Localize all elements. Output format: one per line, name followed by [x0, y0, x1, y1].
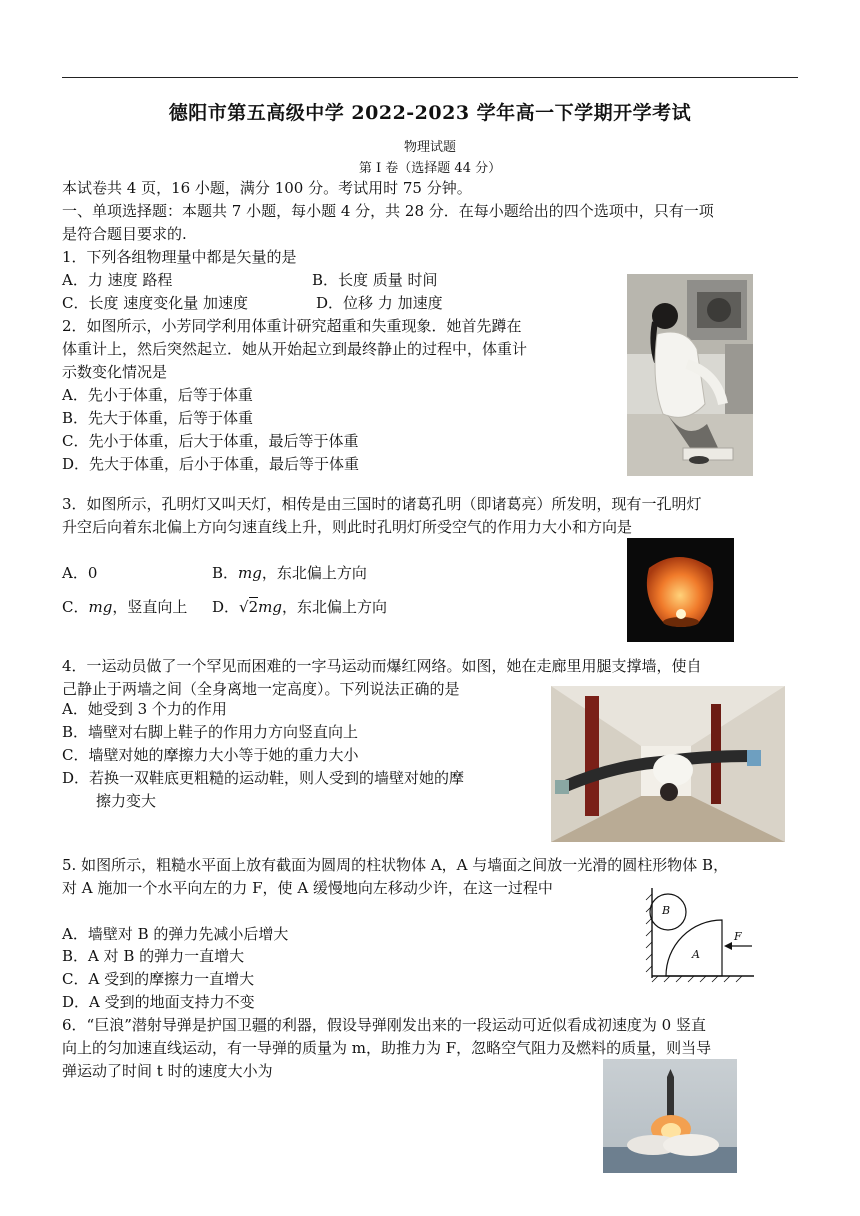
q3-stem-line1: 3．如图所示，孔明灯又叫天灯，相传是由三国时的诸葛孔明（即诸葛亮）所发明，现有一孔明灯: [62, 495, 702, 513]
exam-title: 德阳市第五高级中学 2022-2023 学年高一下学期开学考试: [168, 102, 692, 124]
q3-option-b: B．mg，东北偏上方向: [212, 564, 367, 582]
q4-option-d-line1: D．若换一双鞋底更粗糙的运动鞋，则人受到的墙壁对她的摩: [62, 769, 465, 787]
q5-label-b: B: [662, 904, 671, 917]
q2-option-d: D．先大于体重，后小于体重，最后等于体重: [62, 455, 360, 473]
q2-option-a: A．先小于体重，后等于体重: [62, 386, 253, 404]
q5-cylinder-diagram: [642, 884, 760, 984]
q2-stem-line2: 体重计上，然后突然起立．她从开始起立到最终静止的过程中，体重计: [62, 340, 528, 358]
q6-stem-line1: 6．“巨浪”潜射导弹是护国卫疆的利器，假设导弹刚发出来的一段运动可近似看成初速度为 0 竖直: [62, 1016, 706, 1034]
q3-stem-line2: 升空后向着东北偏上方向匀速直线上升，则此时孔明灯所受空气的作用力大小和方向是: [62, 518, 633, 536]
q4-stem-line2: 己静止于两墙之间（全身离地一定高度）。下列说法正确的是: [62, 680, 460, 698]
q5-stem-line1: 5. 如图所示，粗糙水平面上放有截面为圆周的柱状物体 A，A 与墙面之间放一光滑的圆柱形物体 B，: [62, 856, 729, 874]
q5-option-a: A．墙壁对 B 的弹力先减小后增大: [62, 925, 289, 943]
q4-option-d-line2: 擦力变大: [96, 792, 157, 810]
q6-stem-line2: 向上的匀加速直线运动，有一导弹的质量为 m，助推力为 F，忽略空气阻力及燃料的质量，则当导: [62, 1039, 712, 1057]
q1-stem: 1．下列各组物理量中都是矢量的是: [62, 248, 297, 266]
part1-heading-line1: 一、单项选择题：本题共 7 小题，每小题 4 分，共 28 分．在每小题给出的四个选项中，只有一项: [62, 202, 714, 220]
section-title: 第 I 卷（选择题 44 分）: [358, 161, 502, 176]
q2-girl-on-scale-image: [627, 274, 753, 476]
q3-sky-lantern-image: [627, 538, 734, 642]
q4-corridor-split-image: [551, 686, 785, 842]
q6-stem-line3: 弹运动了时间 t 时的速度大小为: [62, 1062, 273, 1080]
q1-option-d: D．位移 力 加速度: [316, 294, 443, 312]
q4-option-a: A．她受到 3 个力的作用: [62, 700, 227, 718]
q4-option-b: B．墙壁对右脚上鞋子的作用力方向竖直向上: [62, 723, 359, 741]
q3-option-d: D．√2mg，东北偏上方向: [212, 598, 387, 616]
exam-intro: 本试卷共 4 页，16 小题，满分 100 分。考试用时 75 分钟。: [62, 179, 472, 197]
q4-option-c: C．墙壁对她的摩擦力大小等于她的重力大小: [62, 746, 359, 764]
sqrt-symbol: √2: [239, 598, 259, 616]
q6-missile-launch-image: [603, 1059, 737, 1173]
q1-option-c: C．长度 速度变化量 加速度: [62, 294, 249, 312]
q5-option-c: C．A 受到的摩擦力一直增大: [62, 970, 255, 988]
q5-option-d: D．A 受到的地面支持力不变: [62, 993, 255, 1011]
q1-option-b: B．长度 质量 时间: [312, 271, 438, 289]
q3-option-c: C．mg，竖直向上: [62, 598, 188, 616]
q2-stem-line3: 示数变化情况是: [62, 363, 168, 381]
q5-label-f: F: [734, 930, 742, 943]
q1-option-a: A．力 速度 路程: [62, 271, 173, 289]
part1-heading-line2: 是符合题目要求的.: [62, 225, 187, 243]
q2-option-b: B．先大于体重，后等于体重: [62, 409, 254, 427]
q2-stem-line1: 2．如图所示，小芳同学利用体重计研究超重和失重现象．她首先蹲在: [62, 317, 522, 335]
subject-title: 物理试题: [403, 140, 456, 155]
q2-option-c: C．先小于体重，后大于体重，最后等于体重: [62, 432, 359, 450]
q3-option-a: A．0: [62, 564, 98, 582]
q4-stem-line1: 4．一运动员做了一个罕见而困难的一字马运动而爆红网络。如图，她在走廊里用腿支撑墙，使自: [62, 657, 702, 675]
q5-option-b: B．A 对 B 的弹力一直增大: [62, 947, 245, 965]
q5-stem-line2: 对 A 施加一个水平向左的力 F，使 A 缓慢地向左移动少许，在这一过程中: [62, 879, 553, 897]
q5-label-a: A: [692, 948, 700, 961]
header-rule: [62, 77, 798, 78]
